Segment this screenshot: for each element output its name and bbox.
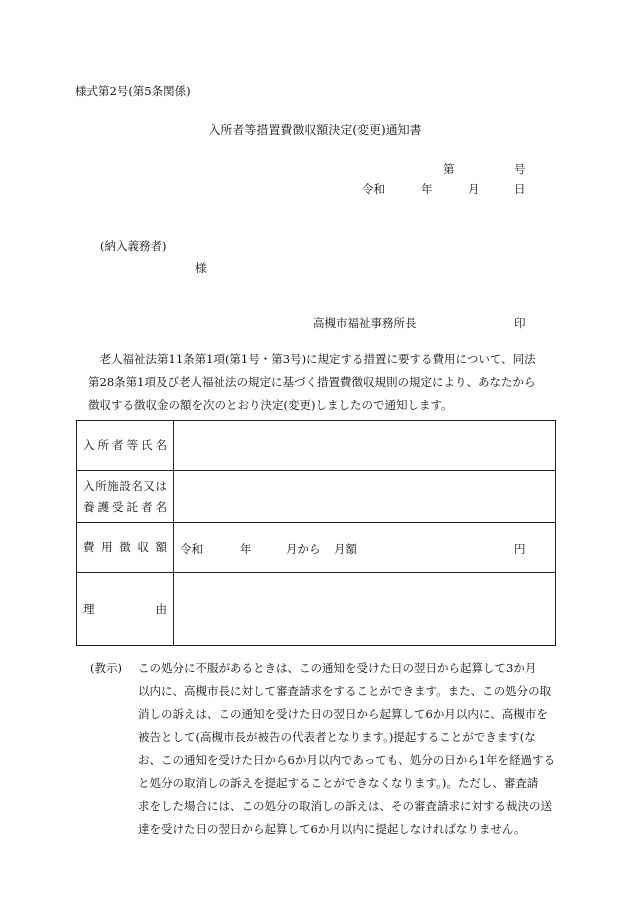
date-day: 日 (514, 182, 526, 196)
fee-month-from: 月から (286, 541, 321, 556)
resident-name-value[interactable] (174, 421, 556, 471)
date-year: 年 (421, 182, 433, 196)
fee-monthly: 月額 (334, 541, 357, 556)
fee-value[interactable] (174, 523, 556, 573)
intro-line: 徴収する徴収金の額を次のとおり決定(変更)しましたので通知します。 (88, 398, 453, 412)
intro-paragraph (88, 348, 558, 417)
notice-line: 求をした場合には、この処分の取消しの訴えは、その審査請求に対する裁決の送 (138, 799, 552, 813)
fee-table (76, 420, 556, 646)
reason-label-1: 理 (83, 601, 95, 616)
seal-mark: 印 (514, 316, 526, 330)
fee-label-cell (77, 523, 174, 573)
document-number-suffix: 号 (514, 162, 526, 176)
notice-line: この処分に不服があるときは、この通知を受けた日の翌日から起算して3か月 (138, 661, 537, 675)
table-row-fee (77, 523, 556, 573)
facility-label-line2: 養護受託者名 (83, 499, 167, 514)
resident-name-label-cell (77, 421, 174, 471)
date-month: 月 (468, 182, 480, 196)
document-title: 入所者等措置費徴収額決定(変更)通知書 (208, 123, 422, 137)
notice-line: 達を受けた日の翌日から起算して6か月以内に提起しなければなりません。 (138, 822, 526, 836)
reason-label-cell (77, 573, 174, 646)
fee-era: 令和 (180, 541, 203, 556)
notice-line: 被告として(高槻市長が被告の代表者となります。)提起することができます(な (138, 730, 536, 744)
notice-line: お、この通知を受けた日から6か月以内であっても、処分の日から1年を経過する (138, 753, 556, 767)
table-row-facility (77, 471, 556, 523)
form-number: 様式第2号(第5条関係) (75, 84, 191, 98)
table-row-resident (77, 421, 556, 471)
issuing-office: 高槻市福祉事務所長 (313, 316, 417, 330)
document-number-prefix: 第 (443, 162, 455, 176)
payer-label: (納入義務者) (100, 239, 167, 253)
table-row-reason (77, 573, 556, 646)
intro-line: 老人福祉法第11条第1項(第1号・第3号)に規定する措置に要する費用について、同法 (99, 352, 536, 366)
facility-value[interactable] (174, 471, 556, 523)
reason-label-2: 由 (155, 601, 167, 616)
fee-label: 費用徴収額 (83, 540, 167, 554)
notice-line: 消しの訴えは、この通知を受けた日の翌日から起算して6か月以内に、高槻市を (138, 707, 548, 721)
intro-line: 第28条第1項及び老人福祉法の規定に基づく措置費徴収規則の規定により、あなたから (88, 375, 536, 389)
recipient-honorific: 様 (195, 261, 207, 275)
notice-lead: (教示) (90, 661, 122, 675)
appeal-notice (90, 657, 555, 841)
fee-yen: 円 (514, 541, 526, 556)
reason-value[interactable] (174, 573, 556, 646)
notice-line: 以内に、高槻市長に対して審査請求をすることができます。また、この処分の取 (138, 684, 552, 698)
notice-line: と処分の取消しの訴えを提起することができなくなります。)。ただし、審査請 (138, 776, 539, 790)
facility-label-line1: 入所施設名又は (83, 478, 167, 493)
fee-year: 年 (240, 541, 252, 556)
date-era: 令和 (362, 182, 385, 196)
resident-name-label: 入所者等氏名 (83, 438, 167, 452)
facility-label-cell (77, 471, 174, 523)
